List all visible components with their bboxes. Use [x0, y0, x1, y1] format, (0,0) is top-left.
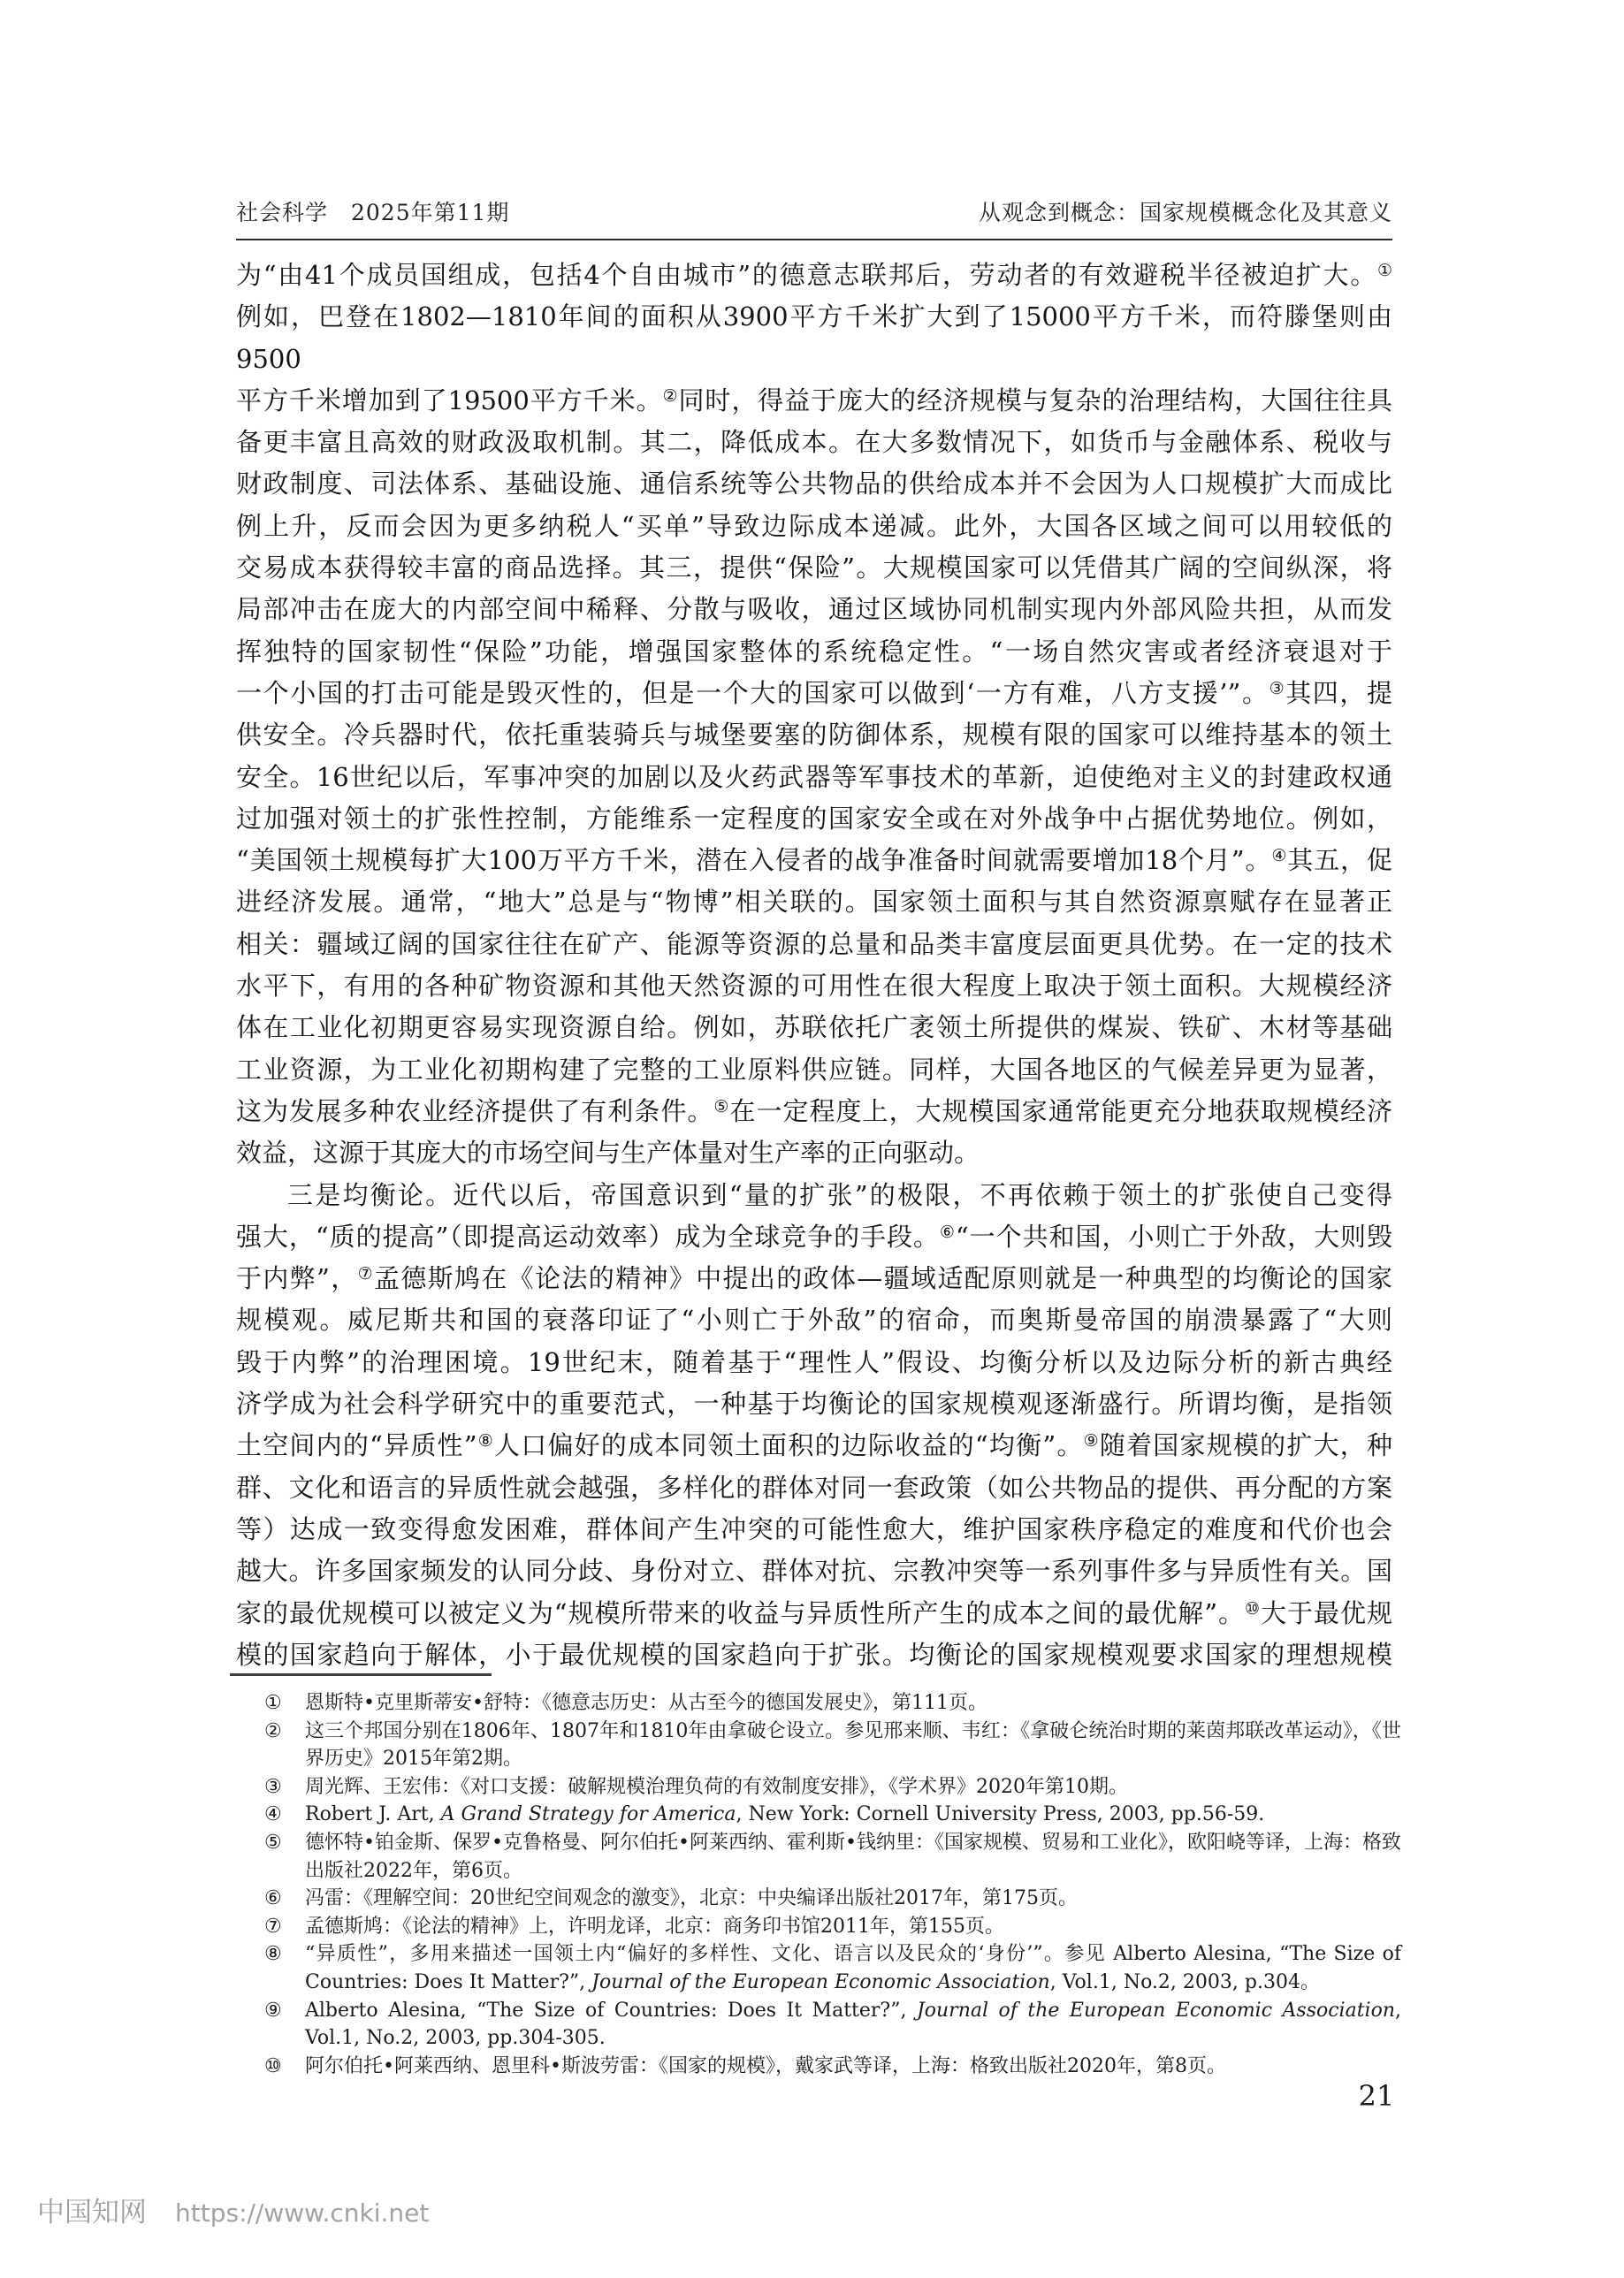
body-text-segment: 等）达成一致变得愈发困难，群体间产生冲突的可能性愈大，维护国家秩序稳定的难度和代价也会	[236, 1513, 1392, 1544]
body-text-segment: 群、文化和语言的异质性就会越强，多样化的群体对同一套政策（如公共物品的提供、再分配的方案	[236, 1472, 1392, 1503]
body-line	[236, 422, 1392, 463]
body-text-segment: 济学成为社会科学研究中的重要范式，一种基于均衡论的国家规模观逐渐盛行。所谓均衡，是指领	[236, 1389, 1392, 1420]
body-text-segment: 土空间内的“异质性”	[236, 1430, 477, 1461]
body-text-segment: 财政制度、司法体系、基础设施、通信系统等公共物品的供给成本并不会因为人口规模扩大而成比	[236, 469, 1392, 499]
cnki-logo: 中国知网	[37, 2197, 147, 2228]
footnote-number: ⑩	[264, 2054, 282, 2077]
footnote-number: ⑤	[264, 1831, 282, 1854]
journal-info: 社会科学 2025年第11期	[236, 200, 510, 225]
body-line	[236, 1550, 1392, 1592]
footnote-number: ②	[264, 1719, 282, 1742]
body-line	[236, 1593, 1392, 1634]
body-text-segment: 一个小国的打击可能是毁灭性的，但是一个大的国家可以做到‘一方有难，八方支援’”。	[236, 677, 1269, 708]
footnote-ref: ⑥	[939, 1222, 956, 1242]
body-line	[236, 506, 1392, 547]
footnote	[264, 1940, 1401, 1996]
body-line	[236, 1342, 1392, 1383]
footnote-text: 恩斯特•克里斯蒂安•舒特：《德意志历史：从古至今的德国发展史》，第111页。	[305, 1692, 987, 1714]
footnote-ref: ⑨	[1083, 1431, 1100, 1451]
footnote	[264, 1913, 1401, 1941]
body-line	[236, 1216, 1392, 1258]
footnote-number: ④	[264, 1803, 282, 1826]
footnote	[264, 1801, 1401, 1829]
footnote-number: ⑦	[264, 1915, 282, 1938]
footnote-text: “异质性”，多用来描述一国领土内“偏好的多样性、文化、语言以及民众的‘身份’”。参见 Alberto Alesina, “The Size of Countries: Does It Matter?”,	[305, 1943, 1401, 1993]
body-text-segment: 备更丰富且高效的财政汲取机制。其二，降低成本。在大多数情况下，如货币与金融体系、税收与	[236, 427, 1392, 458]
body-text-segment: 安全。16世纪以后，军事冲突的加剧以及火药武器等军事技术的革新，迫使绝对主义的封建政权通	[236, 761, 1392, 792]
body-text-segment: 进经济发展。通常，“地大”总是与“物博”相关联的。国家领土面积与其自然资源禀赋存在显著正	[236, 887, 1392, 918]
body-line	[236, 1091, 1392, 1132]
body-text-segment: 平方千米增加到了19500平方千米。	[236, 385, 663, 415]
page-number: 21	[1358, 2079, 1395, 2113]
body-line	[236, 255, 1392, 296]
footnote-text: 阿尔伯托•阿莱西纳、恩里科•斯波劳雷：《国家的规模》，戴家武等译，上海：格致出版社2020年，第8页。	[305, 2054, 1226, 2077]
body-line	[236, 881, 1392, 923]
body-text-segment: 随着国家规模的扩大，种	[1099, 1430, 1392, 1461]
body-text-segment: 模的国家趋向于解体，小于最优规模的国家趋向于扩张。均衡论的国家规模观要求国家的理想规模	[236, 1639, 1392, 1670]
cnki-watermark	[37, 2190, 429, 2229]
body-line	[236, 463, 1392, 505]
body-text-segment: 效益，这源于其庞大的市场空间与生产体量对生产率的正向驱动。	[236, 1138, 980, 1169]
body-line	[236, 631, 1392, 673]
footnote-ref: ③	[1269, 678, 1286, 698]
body-line	[236, 1007, 1392, 1048]
footnote	[264, 1829, 1401, 1885]
body-text-segment: 这为发展多种农业经济提供了有利条件。	[236, 1095, 714, 1126]
footnote-number: ⑧	[264, 1943, 282, 1966]
body-line	[236, 1467, 1392, 1509]
footnote-ref: ④	[1271, 846, 1288, 866]
footnote	[264, 2053, 1401, 2081]
footnote-ref: ⑦	[357, 1264, 374, 1284]
body-line	[236, 757, 1392, 798]
body-line	[236, 673, 1392, 714]
body-line	[236, 924, 1392, 965]
body-text-segment: 在一定程度上，大规模国家通常能更充分地获取规模经济	[729, 1095, 1392, 1126]
footnote-text: 周光辉、王宏伟：《对口支援：破解规模治理负荷的有效制度安排》，《学术界》2020年第10期。	[305, 1775, 1128, 1798]
body-text-segment: 毁于内弊”的治理困境。19世纪末，随着基于“理性人”假设、均衡分析以及边际分析的新古典经	[236, 1346, 1392, 1377]
body-text	[236, 255, 1392, 1676]
body-text-segment: 规模观。威尼斯共和国的衰落印证了“小则亡于外敌”的宿命，而奥斯曼帝国的崩溃暴露了“大则	[236, 1305, 1392, 1336]
footnote-ref: ⑩	[1245, 1598, 1262, 1619]
footnote-text: Alberto Alesina, “The Size of Countries: Does It Matter?”,	[305, 1999, 917, 2022]
body-line	[236, 840, 1392, 881]
body-text-segment: 交易成本获得较丰富的商品选择。其三，提供“保险”。大规模国家可以凭借其广阔的空间纵深，将	[236, 552, 1392, 583]
body-text-segment: 孟德斯鸠在《论法的精神》中提出的政体—疆域适配原则就是一种典型的均衡论的国家	[373, 1263, 1392, 1294]
body-text-segment: “一个共和国，小则亡于外敌，大则毁	[955, 1221, 1392, 1252]
footnote-number: ③	[264, 1775, 282, 1798]
footnote-ref: ①	[1376, 261, 1392, 280]
footnote-text: , New York: Cornell University Press, 2003, pp.56-59.	[736, 1803, 1265, 1826]
footnote	[264, 1718, 1401, 1773]
footnotes	[264, 1689, 1401, 2080]
footnote-text: , Vol.1, No.2, 2003, pp.304-305.	[305, 1999, 1401, 2050]
body-line	[236, 547, 1392, 589]
body-text-segment: 为“由41个成员国组成，包括4个自由城市”的德意志联邦后，劳动者的有效避税半径被迫扩大。	[236, 260, 1377, 290]
footnote-number: ⑨	[264, 1999, 282, 2022]
footnote-text: 这三个邦国分别在1806年、1807年和1810年由拿破仑设立。参见邢来顺、韦红：《拿破仑统治时期的莱茵邦联改革运动》，《世界历史》2015年第2期。	[305, 1719, 1401, 1771]
body-line	[236, 1258, 1392, 1299]
footnote-number: ①	[264, 1692, 282, 1714]
footnote	[264, 1997, 1401, 2053]
body-text-segment: 三是均衡论。近代以后，帝国意识到“量的扩张”的极限，不再依赖于领土的扩张使自己变得	[287, 1179, 1392, 1210]
footnote-ref: ⑤	[713, 1096, 730, 1116]
body-text-segment: 越大。许多国家频发的认同分歧、身份对立、群体对抗、宗教冲突等一系列事件多与异质性有关。国	[236, 1556, 1392, 1587]
page-header	[236, 195, 1392, 227]
footnote-text: Robert J. Art,	[305, 1803, 441, 1826]
body-text-segment: 例如，巴登在1802—1810年间的面积从3900平方千米扩大到了15000平方千米，而符滕堡则由9500	[236, 301, 1392, 374]
footnote-text: A Grand Strategy for America	[440, 1803, 736, 1826]
body-line	[236, 589, 1392, 630]
article-title: 从观念到概念：国家规模概念化及其意义	[978, 200, 1392, 225]
footnote-text: Journal of the European Economic Association	[591, 1970, 1050, 1993]
body-line	[236, 714, 1392, 756]
footnote-text: 孟德斯鸠：《论法的精神》上，许明龙译，北京：商务印书馆2011年，第155页。	[305, 1915, 1004, 1938]
body-line	[236, 1509, 1392, 1550]
footnote-ref: ⑧	[477, 1431, 495, 1451]
body-text-segment: 相关：疆域辽阔的国家往往在矿产、能源等资源的总量和品类丰富度层面更具优势。在一定的技术	[236, 928, 1392, 959]
footnote-text: , Vol.1, No.2, 2003, p.304。	[1049, 1970, 1320, 1993]
body-line	[236, 1383, 1392, 1425]
body-line	[236, 296, 1392, 380]
body-text-segment: 体在工业化初期更容易实现资源自给。例如，苏联依托广袤领土所提供的煤炭、铁矿、木材等基础	[236, 1012, 1392, 1043]
footnote	[264, 1885, 1401, 1913]
body-text-segment: 强大，“质的提高”（即提高运动效率）成为全球竞争的手段。	[236, 1221, 940, 1252]
body-text-segment: 大于最优规	[1261, 1597, 1392, 1628]
body-line	[236, 1299, 1392, 1341]
body-line	[236, 798, 1392, 840]
body-text-segment: 人口偏好的成本同领土面积的边际收益的“均衡”。	[494, 1430, 1084, 1461]
cnki-url: https://www.cnki.net	[175, 2198, 430, 2228]
body-text-segment: 过加强对领土的扩张性控制，方能维系一定程度的国家安全或在对外战争中占据优势地位。例如，	[236, 803, 1392, 834]
body-text-segment: 局部冲击在庞大的内部空间中稀释、分散与吸收，通过区域协同机制实现内外部风险共担，从而发	[236, 594, 1392, 625]
body-text-segment: 水平下，有用的各种矿物资源和其他天然资源的可用性在很大程度上取决于领土面积。大规模经济	[236, 971, 1392, 1002]
body-line	[236, 1132, 1392, 1174]
body-text-segment: 例上升，反而会因为更多纳税人“买单”导致边际成本递减。此外，大国各区域之间可以用较低的	[236, 510, 1392, 541]
body-text-segment: 其五，促	[1287, 845, 1392, 876]
footnote-text: 德怀特•铂金斯、保罗•克鲁格曼、阿尔伯托•阿莱西纳、霍利斯•钱纳里：《国家规模、贸易和工业化》，欧阳峣等译，上海：格致出版社2022年，第6页。	[305, 1831, 1401, 1882]
footnote-text: Journal of the European Economic Association	[916, 1999, 1395, 2022]
body-text-segment: 家的最优规模可以被定义为“规模所带来的收益与异质性所产生的成本之间的最优解”。	[236, 1597, 1246, 1628]
footnote	[264, 1689, 1401, 1718]
body-line	[236, 965, 1392, 1007]
body-text-segment: 工业资源，为工业化初期构建了完整的工业原料供应链。同样，大国各地区的气候差异更为显著，	[236, 1054, 1392, 1085]
footnote-ref: ②	[662, 385, 679, 406]
footnote-text: 冯雷：《理解空间：20世纪空间观念的激变》，北京：中央编译出版社2017年，第175页。	[305, 1887, 1078, 1910]
body-text-segment: 其四，提	[1285, 677, 1392, 708]
body-line	[236, 1049, 1392, 1091]
body-text-segment: 挥独特的国家韧性“保险”功能，增强国家整体的系统稳定性。“一场自然灾害或者经济衰退对于	[236, 636, 1392, 667]
body-text-segment: 于内弊”，	[236, 1263, 358, 1294]
body-line	[236, 1634, 1392, 1676]
body-text-segment: 同时，得益于庞大的经济规模与复杂的治理结构，大国往往具	[678, 385, 1392, 415]
footnote-separator	[230, 1673, 492, 1676]
body-text-segment: 供安全。冷兵器时代，依托重装骑兵与城堡要塞的防御体系，规模有限的国家可以维持基本的领土	[236, 720, 1392, 750]
footnote	[264, 1773, 1401, 1802]
header-rule	[236, 239, 1392, 240]
body-line	[236, 380, 1392, 422]
footnote-number: ⑥	[264, 1887, 282, 1910]
body-line	[236, 1175, 1392, 1216]
body-line	[236, 1425, 1392, 1467]
body-text-segment: “美国领土规模每扩大100万平方千米，潜在入侵者的战争准备时间就需要增加18个月”。	[236, 845, 1272, 876]
